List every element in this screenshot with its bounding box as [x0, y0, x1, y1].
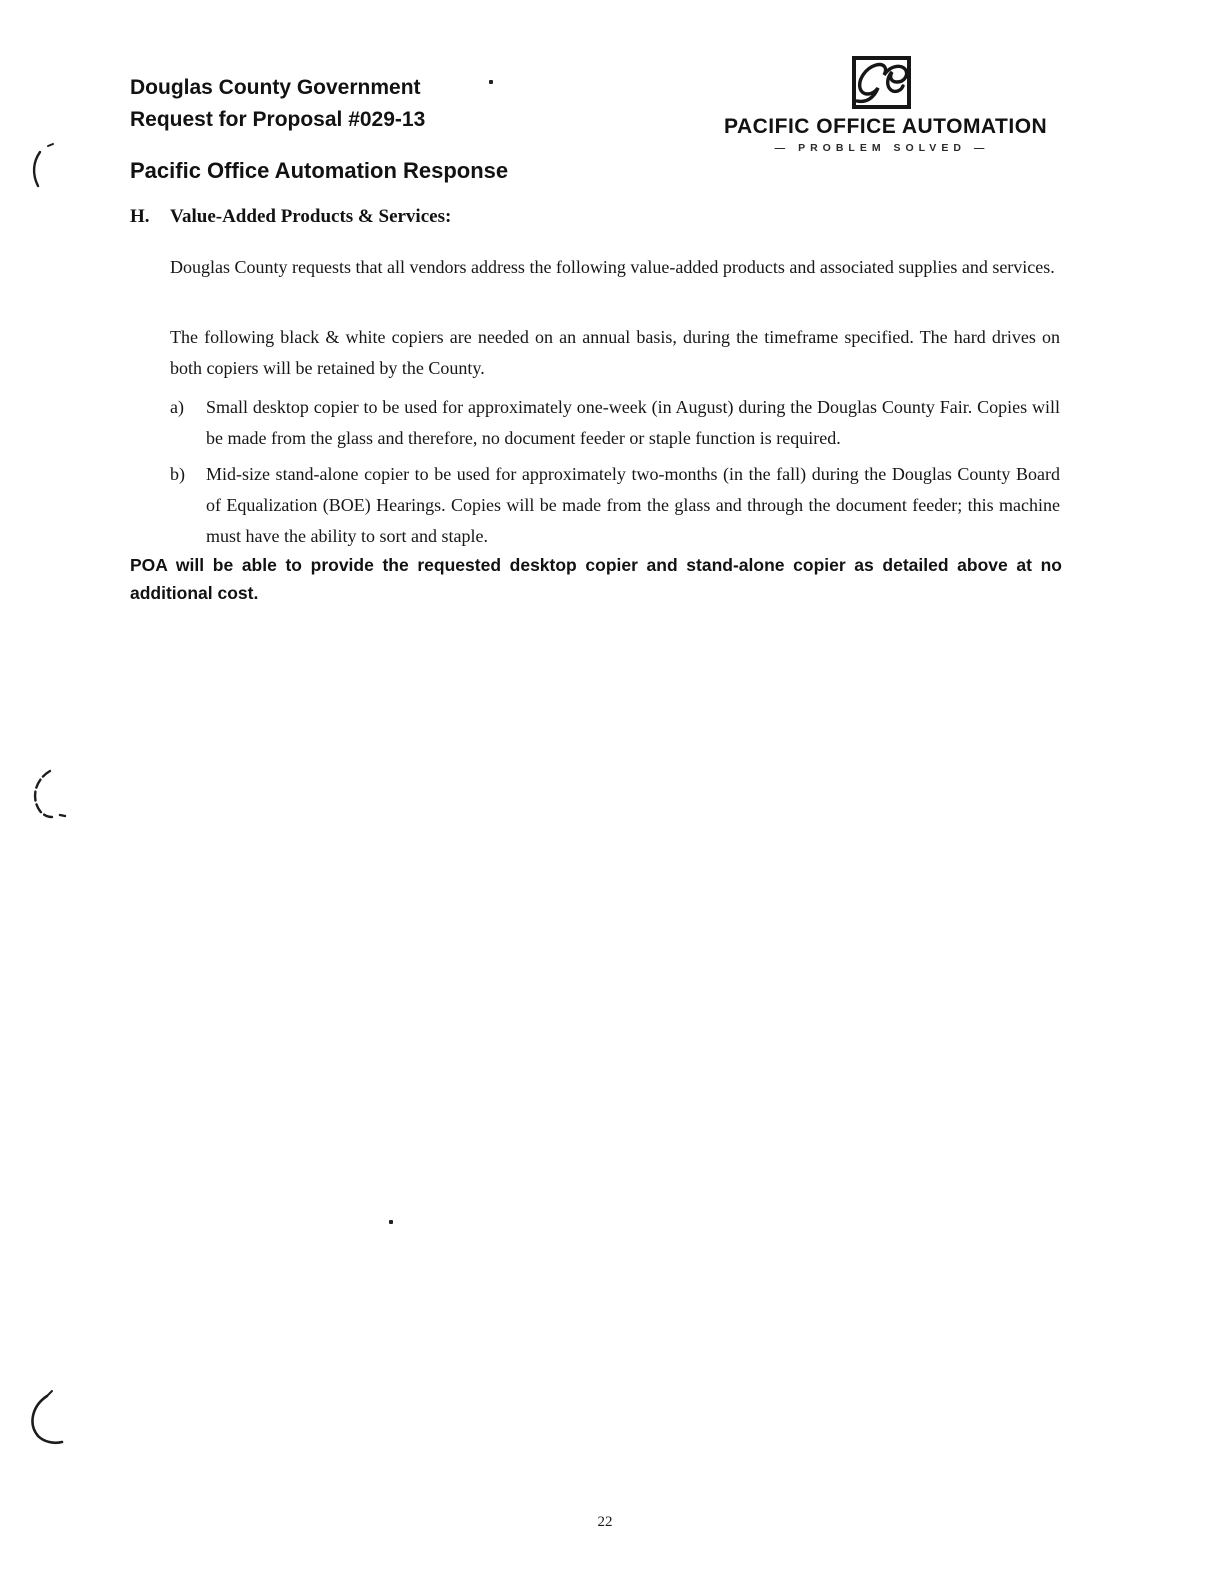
conclusion-statement: POA will be able to provide the requested desktop copier and stand-alone copier as detailed above at no additional cost.: [130, 555, 1062, 603]
document-header: [130, 72, 425, 136]
company-logo: [724, 55, 1048, 154]
scan-artifact-curve-middle: [24, 765, 72, 825]
list-item-marker: a): [170, 397, 184, 417]
scan-speck: [389, 1220, 393, 1224]
scan-artifact-paren-top: [22, 140, 62, 196]
list-item-text: Small desktop copier to be used for approximately one-week (in August) during the Douglas County Fair. Copies will be made from the glass and therefore, no document feeder or staple function is required.: [206, 397, 1060, 448]
list-item: [170, 392, 1060, 454]
rfp-number: Request for Proposal #029-13: [130, 108, 426, 131]
scan-artifact-curve-bottom: [22, 1388, 80, 1448]
page-number: 22: [597, 1514, 613, 1530]
list-item-text: Mid-size stand-alone copier to be used for approximately two-months (in the fall) during the Douglas County Board of Equalization (BOE) Hearings. Copies will be made from the glass and through the document feeder; this machine must have the ability to sort and staple.: [206, 464, 1060, 546]
company-name: PACIFIC OFFICE AUTOMATION: [724, 115, 1048, 138]
paragraph: Douglas County requests that all vendors address the following value-added products and associated supplies and services.: [170, 257, 1055, 277]
scan-speck: [489, 80, 493, 84]
org-name: Douglas County Government: [130, 76, 421, 99]
section-label: H.: [130, 206, 150, 227]
company-tagline: — PROBLEM SOLVED —: [774, 142, 990, 154]
section-heading: [130, 206, 451, 228]
script-p-logo-icon: [851, 55, 913, 111]
paragraph: The following black & white copiers are needed on an annual basis, during the timeframe specified. The hard drives on both copiers will be retained by the County.: [170, 327, 1060, 378]
page-title: Pacific Office Automation Response: [130, 158, 509, 183]
list-item: [170, 459, 1060, 552]
section-title: Value-Added Products & Services:: [170, 206, 452, 227]
list-item-marker: b): [170, 464, 185, 484]
